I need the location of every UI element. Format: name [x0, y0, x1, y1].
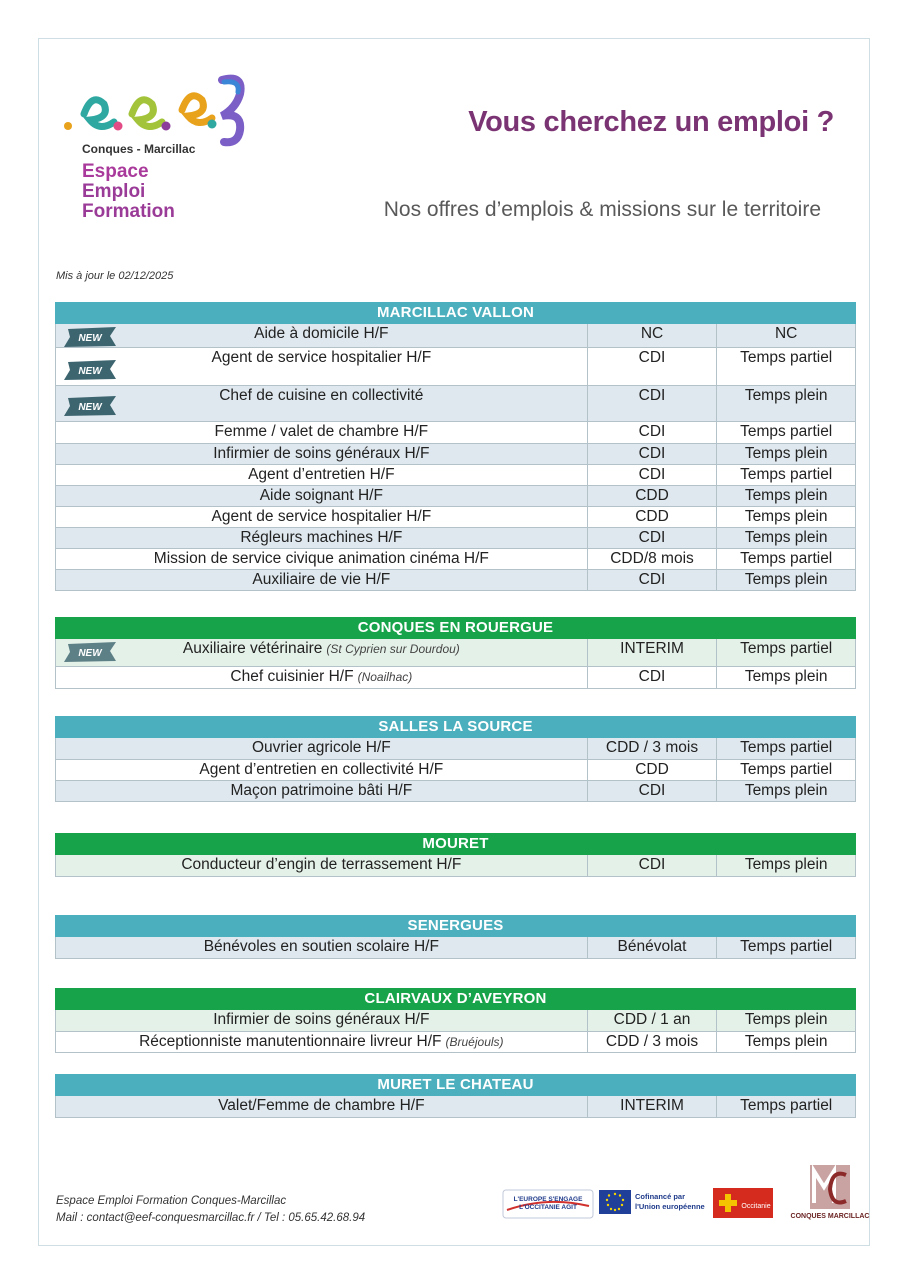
update-date: Mis à jour le 02/12/2025 [56, 270, 174, 282]
job-cell: Auxiliaire de vie H/F [252, 571, 391, 588]
contract-cell: CDI [587, 386, 717, 421]
contract-cell: CDI [587, 422, 717, 443]
table-row [55, 937, 856, 959]
job-cell: Infirmier de soins généraux H/F [213, 1011, 430, 1028]
eu-flag-icon [599, 1190, 631, 1214]
contract-cell: CDD / 3 mois [587, 1032, 717, 1052]
new-badge-label: NEW [78, 402, 102, 413]
section-rows [55, 855, 856, 877]
new-badge-label: NEW [78, 648, 102, 659]
section-rows [55, 1010, 856, 1053]
hours-cell: Temps partiel [716, 348, 855, 385]
hours-cell: Temps partiel [716, 549, 855, 569]
contract-cell: CDI [587, 855, 717, 876]
new-badge-icon [62, 360, 118, 380]
contract-cell: INTERIM [587, 639, 717, 666]
hours-cell: Temps plein [716, 444, 855, 464]
contract-cell: CDI [587, 667, 717, 688]
contract-cell: CDI [587, 781, 717, 801]
footer [56, 1193, 365, 1227]
eu-line-2: l'Union européenne [635, 1202, 705, 1211]
hours-cell: Temps plein [716, 570, 855, 590]
hours-cell: NC [716, 324, 855, 347]
job-cell: Valet/Femme de chambre H/F [218, 1097, 425, 1114]
section-header: SALLES LA SOURCE [55, 716, 856, 738]
job-cell: Régleurs machines H/F [240, 529, 403, 546]
table-row [55, 667, 856, 689]
table-row [55, 324, 856, 348]
hours-cell: Temps plein [716, 1032, 855, 1052]
hours-cell: Temps partiel [716, 760, 855, 780]
job-cell: Infirmier de soins généraux H/F [213, 445, 430, 462]
table-row [55, 386, 856, 422]
job-cell [56, 667, 587, 688]
job-cell [56, 324, 587, 347]
section-rows [55, 324, 856, 591]
contract-cell: CDD / 1 an [587, 1010, 717, 1031]
section-mouret [55, 833, 856, 877]
europe-occitanie-logo-icon [503, 1190, 593, 1218]
contract-cell: INTERIM [587, 1096, 717, 1117]
section-header: MURET LE CHATEAU [55, 1074, 856, 1096]
eu-line-1: Cofinancé par [635, 1192, 686, 1201]
section-header: CONQUES EN ROUERGUE [55, 617, 856, 639]
job-title: Agent de service hospitalier H/F [211, 349, 432, 366]
table-row [55, 639, 856, 667]
job-cell: Conducteur d’engin de terrassement H/F [181, 856, 462, 873]
hours-cell: Temps plein [716, 486, 855, 506]
footer-org: Espace Emploi Formation Conques-Marcillac [56, 1195, 287, 1207]
job-cell [56, 639, 587, 666]
hours-cell: Temps plein [716, 507, 855, 527]
section-rows [55, 937, 856, 959]
job-title: Chef cuisinier H/F [230, 668, 354, 685]
eef-logo [62, 74, 262, 234]
table-row [55, 781, 856, 802]
occitanie-region-logo-icon [713, 1188, 773, 1218]
partner-logos [503, 1180, 778, 1238]
hours-cell: Temps plein [716, 667, 855, 688]
footer-contact: Mail : contact@eef-conquesmarcillac.fr / Tel : 05.65.42.68.94 [56, 1212, 366, 1224]
cm-logo-label: CONQUES MARCILLAC [790, 1213, 870, 1220]
hours-cell: Temps partiel [716, 738, 855, 759]
conques-marcillac-logo-icon [790, 1163, 870, 1229]
job-location: (Bruéjouls) [445, 1035, 504, 1049]
section-senergues [55, 915, 856, 959]
section-clairvaux-daveyron [55, 988, 856, 1053]
new-badge-icon [62, 327, 118, 347]
new-badge-icon [62, 396, 118, 416]
section-rows [55, 1096, 856, 1118]
table-row [55, 348, 856, 386]
contract-cell: CDD/8 mois [587, 549, 717, 569]
hours-cell: Temps partiel [716, 639, 855, 666]
eef-logo-mark-icon [62, 74, 252, 146]
job-cell: Bénévoles en soutien scolaire H/F [203, 938, 439, 955]
contract-cell: CDD [587, 507, 717, 527]
new-badge-label: NEW [78, 333, 102, 344]
hours-cell: Temps plein [716, 528, 855, 548]
section-header: MARCILLAC VALLON [55, 302, 856, 324]
hours-cell: Temps partiel [716, 465, 855, 485]
section-marcillac-vallon [55, 302, 856, 591]
job-cell [56, 386, 587, 421]
logo-line-espace: Espace [82, 161, 149, 182]
job-cell: Maçon patrimoine bâti H/F [230, 782, 413, 799]
table-row [55, 486, 856, 507]
contract-cell: CDD [587, 486, 717, 506]
hours-cell: Temps partiel [716, 422, 855, 443]
new-badge-icon [62, 642, 118, 662]
section-salles-la-source [55, 716, 856, 802]
job-cell [56, 1032, 587, 1052]
table-row [55, 528, 856, 549]
job-location: (Noailhac) [357, 670, 413, 684]
table-row [55, 570, 856, 591]
job-cell: Femme / valet de chambre H/F [214, 423, 429, 440]
job-title: Auxiliaire vétérinaire [182, 640, 323, 657]
contract-cell: NC [587, 324, 717, 347]
table-row [55, 738, 856, 760]
job-title: Aide à domicile H/F [254, 325, 389, 342]
contract-cell: CDI [587, 348, 717, 385]
job-cell [56, 348, 587, 385]
table-row [55, 760, 856, 781]
section-rows [55, 639, 856, 689]
region-label: Occitanie [741, 1203, 771, 1210]
table-row [55, 1010, 856, 1032]
hours-cell: Temps plein [716, 781, 855, 801]
job-location: (St Cyprien sur Dourdou) [326, 642, 460, 656]
section-header: MOURET [55, 833, 856, 855]
job-cell: Agent d’entretien en collectivité H/F [199, 761, 444, 778]
job-cell: Mission de service civique animation cinéma H/F [153, 550, 489, 567]
section-rows [55, 738, 856, 802]
section-muret-le-chateau [55, 1074, 856, 1118]
table-row [55, 444, 856, 465]
logo-subtitle: Conques - Marcillac [82, 142, 196, 156]
page-title: Vous cherchez un emploi ? [468, 106, 834, 138]
hours-cell: Temps partiel [716, 937, 855, 958]
table-row [55, 1096, 856, 1118]
job-cell: Agent d’entretien H/F [248, 466, 395, 483]
hours-cell: Temps plein [716, 855, 855, 876]
contract-cell: CDD / 3 mois [587, 738, 717, 759]
table-row [55, 422, 856, 444]
logo-line-formation: Formation [82, 201, 175, 222]
job-cell: Aide soignant H/F [259, 487, 383, 504]
table-row [55, 507, 856, 528]
europe-line-1: L'EUROPE S'ENGAGE [513, 1196, 583, 1203]
new-badge-label: NEW [78, 366, 102, 377]
job-title: Chef de cuisine en collectivité [219, 387, 424, 404]
section-conques-en-rouergue [55, 617, 856, 689]
page-subtitle: Nos offres d’emplois & missions sur le territoire [383, 198, 821, 221]
section-header: CLAIRVAUX D’AVEYRON [55, 988, 856, 1010]
europe-line-2: L'OCCITANIE AGIT [519, 1204, 577, 1211]
contract-cell: CDI [587, 528, 717, 548]
contract-cell: CDI [587, 570, 717, 590]
contract-cell: CDI [587, 444, 717, 464]
contract-cell: CDD [587, 760, 717, 780]
table-row [55, 465, 856, 486]
section-header: SENERGUES [55, 915, 856, 937]
job-cell: Ouvrier agricole H/F [251, 739, 391, 756]
hours-cell: Temps partiel [716, 1096, 855, 1117]
table-row [55, 1032, 856, 1053]
hours-cell: Temps plein [716, 386, 855, 421]
contract-cell: CDI [587, 465, 717, 485]
contract-cell: Bénévolat [587, 937, 717, 958]
hours-cell: Temps plein [716, 1010, 855, 1031]
table-row [55, 549, 856, 570]
job-cell: Agent de service hospitalier H/F [211, 508, 432, 525]
logo-line-emploi: Emploi [82, 181, 146, 202]
table-row [55, 855, 856, 877]
job-title: Réceptionniste manutentionnaire livreur H/F [139, 1033, 442, 1050]
